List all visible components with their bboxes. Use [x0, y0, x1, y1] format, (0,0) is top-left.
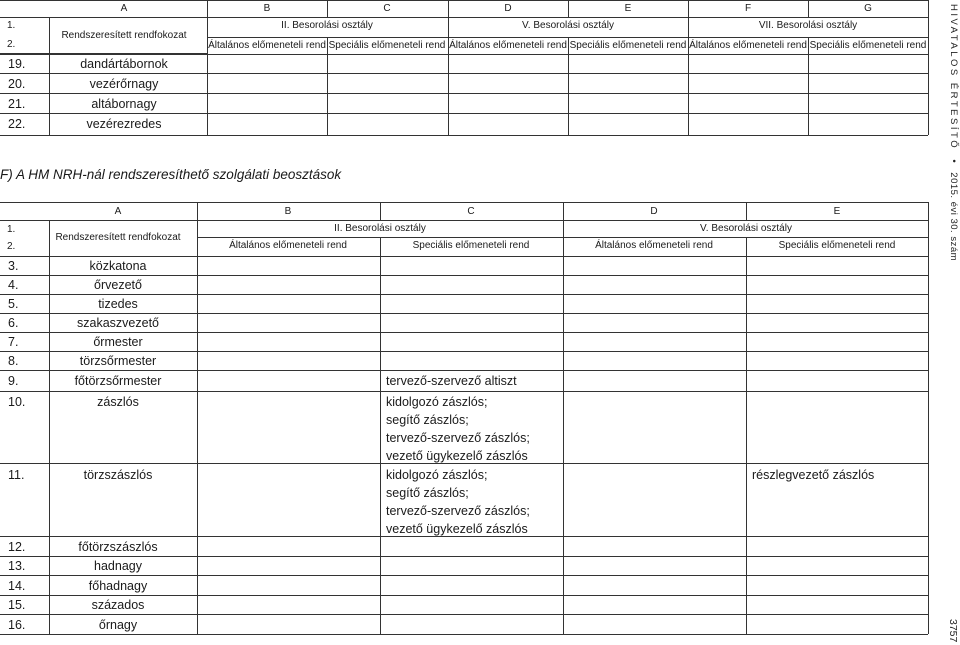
separator-dot: • — [948, 159, 959, 164]
rank-name: főtörzszászlós — [78, 540, 158, 554]
row-number: 15. — [8, 598, 26, 612]
sub-header: Általános előmeneteli rend — [229, 240, 347, 251]
row-number: 14. — [8, 579, 26, 593]
sub-header: Általános előmeneteli rend — [689, 40, 807, 51]
row-label-2: 2. — [7, 241, 16, 252]
sub-header: Általános előmeneteli rend — [208, 40, 326, 51]
sub-header: Speciális előmeneteli rend — [569, 40, 687, 51]
col-letter-c: C — [383, 3, 391, 14]
sub-header: Speciális előmeneteli rend — [809, 40, 927, 51]
rank-header: Rendszeresített rendfokozat — [61, 30, 187, 41]
position-title: vezető ügykezelő zászlós — [386, 522, 528, 536]
page-number: 3757 — [947, 619, 959, 643]
col-letter-b: B — [284, 206, 292, 217]
col-letter-e: E — [624, 3, 632, 14]
position-title: vezető ügykezelő zászlós — [386, 449, 528, 463]
publication-title: HIVATALOS ÉRTESÍTŐ — [948, 4, 959, 151]
rank-name: zászlós — [97, 395, 139, 409]
col-letter-e: E — [833, 206, 841, 217]
row-number: 20. — [8, 77, 26, 91]
position-title: kidolgozó zászlós; — [386, 468, 488, 482]
position-title: tervező-szervező zászlós; — [386, 431, 530, 445]
row-number: 4. — [8, 278, 19, 292]
row-number: 21. — [8, 97, 26, 111]
position-title: tervező-szervező altiszt — [386, 374, 517, 388]
rank-name: százados — [91, 598, 145, 612]
class-group-vii: VII. Besorolási osztály — [758, 20, 858, 31]
col-letter-a: A — [120, 3, 128, 14]
col-letter-g: G — [864, 3, 872, 14]
row-label-1: 1. — [7, 224, 16, 235]
rank-name: őrmester — [93, 335, 143, 349]
section-title: F) A HM NRH-nál rendszeresíthető szolgálati beosztások — [0, 167, 342, 182]
class-group-ii: II. Besorolási osztály — [334, 223, 426, 234]
rank-name: közkatona — [89, 259, 147, 273]
rank-name: szakaszvezető — [77, 316, 159, 330]
col-letter-f: F — [744, 3, 752, 14]
sub-header: Speciális előmeneteli rend — [778, 240, 896, 251]
rank-header: Rendszeresített rendfokozat — [55, 232, 181, 243]
rank-name: vezérőrnagy — [89, 77, 159, 91]
row-label-2: 2. — [7, 39, 16, 50]
col-letter-d: D — [504, 3, 512, 14]
row-number: 16. — [8, 618, 26, 632]
row-number: 3. — [8, 259, 19, 273]
col-letter-b: B — [263, 3, 271, 14]
rank-name: vezérezredes — [86, 117, 162, 131]
row-number: 6. — [8, 316, 19, 330]
row-number: 11. — [8, 468, 25, 482]
row-number: 10. — [8, 395, 26, 409]
row-number: 9. — [8, 374, 19, 388]
position-title: segítő zászlós; — [386, 413, 469, 427]
rank-name: őrnagy — [98, 618, 138, 632]
issue-number: 2015. évi 30. szám — [948, 172, 959, 262]
row-number: 8. — [8, 354, 19, 368]
class-group-ii: II. Besorolási osztály — [281, 20, 373, 31]
position-title: tervező-szervező zászlós; — [386, 504, 530, 518]
sub-header: Speciális előmeneteli rend — [328, 40, 446, 51]
rank-name: őrvezető — [94, 278, 142, 292]
position-title: segítő zászlós; — [386, 486, 469, 500]
position-title: részlegvezető zászlós — [752, 468, 875, 482]
rank-name: törzszászlós — [83, 468, 153, 482]
row-label-1: 1. — [7, 20, 16, 31]
rank-name: törzsőrmester — [79, 354, 157, 368]
col-letter-d: D — [650, 206, 658, 217]
rank-name: tizedes — [98, 297, 138, 311]
col-letter-a: A — [114, 206, 122, 217]
rank-name: főhadnagy — [88, 579, 148, 593]
rank-name: főtörzsőrmester — [74, 374, 162, 388]
col-letter-c: C — [467, 206, 475, 217]
position-title: kidolgozó zászlós; — [386, 395, 488, 409]
sub-header: Speciális előmeneteli rend — [412, 240, 530, 251]
sub-header: Általános előmeneteli rend — [595, 240, 713, 251]
row-number: 7. — [8, 335, 19, 349]
row-number: 19. — [8, 57, 26, 71]
rank-name: dandártábornok — [80, 57, 168, 71]
row-number: 12. — [8, 540, 26, 554]
sub-header: Általános előmeneteli rend — [449, 40, 567, 51]
row-number: 13. — [8, 559, 26, 573]
row-number: 5. — [8, 297, 19, 311]
row-number: 22. — [8, 117, 26, 131]
class-group-v: V. Besorolási osztály — [522, 20, 614, 31]
rank-name: hadnagy — [94, 559, 142, 573]
class-group-v: V. Besorolási osztály — [700, 223, 792, 234]
running-header — [948, 4, 959, 261]
rank-name: altábornagy — [91, 97, 157, 111]
